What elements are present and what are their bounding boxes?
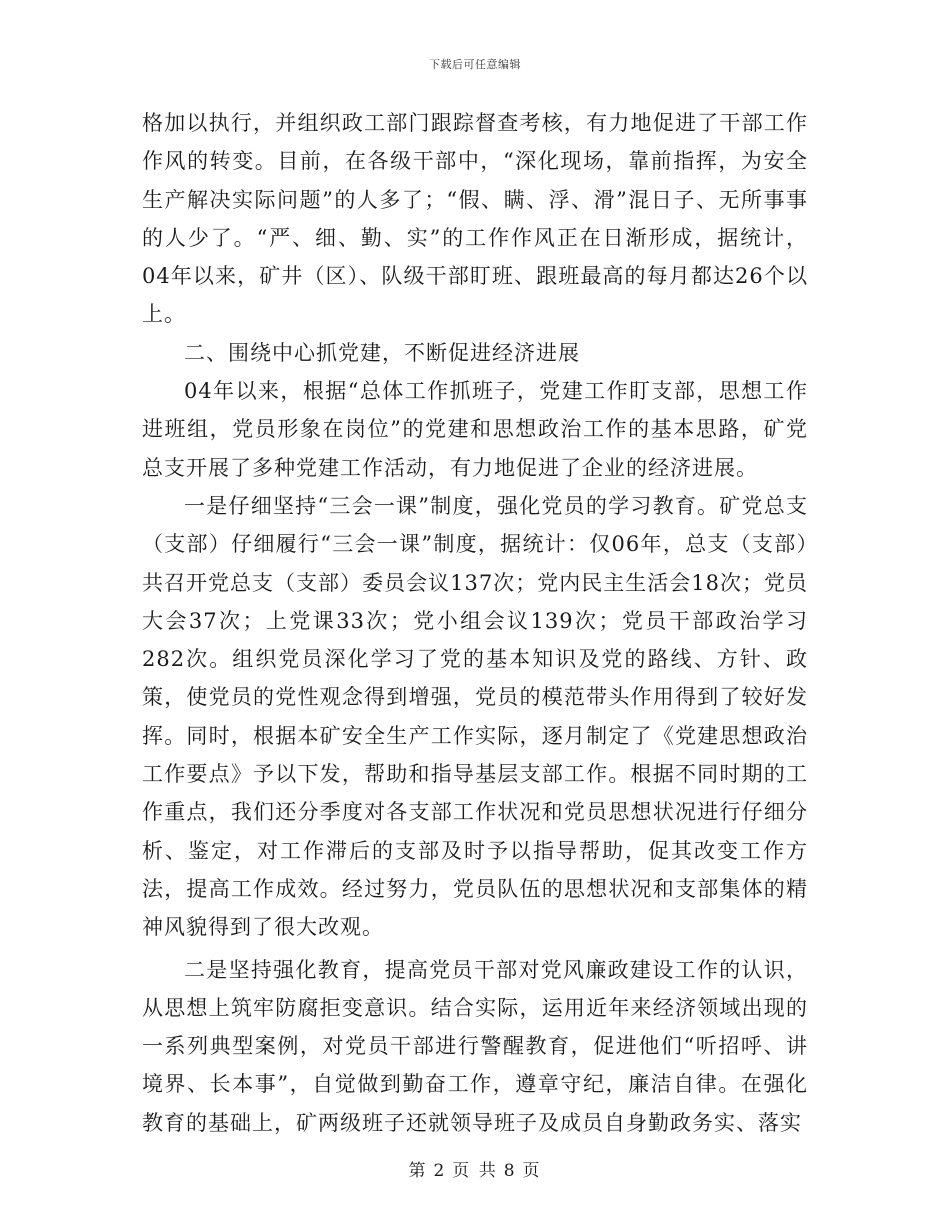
page-number: 2 [433,1161,447,1181]
footer-mid: 页 共 [452,1161,498,1181]
paragraph: 04年以来，根据“总体工作抓班子，党建工作盯支部，思想工作进班组，党员形象在岗位”的党建和思想政治工作的基本思路，矿党总支开展了多种党建工作活动，有力地促进了企业的经济进展。 [142,379,808,480]
section-heading: 二、围绕中心抓党建，不断促进经济进展 [184,340,580,365]
page-total: 8 [503,1161,517,1181]
paragraph-continued: 格加以执行，并组织政工部门跟踪督查考核，有力地促进了干部工作作风的转变。目前，在各级干部中，“深化现场，靠前指挥，为安全生产解决实际问题”的人多了；“假、瞒、浮、滑”混日子、无所事事的人少了。“严、细、勤、实”的工作作风正在日渐形成，据统计，04年以来，矿井（区）、队级干部盯班、跟班最高的每月都达26个以上。 [142,111,808,327]
document-body [142,104,808,1142]
page-footer [0,1156,950,1181]
paragraph: 二是坚持强化教育，提高党员干部对党风廉政建设工作的认识，从思想上筑牢防腐拒变意识。结合实际，运用近年来经济领域出现的一系列典型案例，对党员干部进行警醒教育，促进他们“听招呼、讲境界、长本事”，自觉做到勤奋工作，遵章守纪，廉洁自律。在强化教育的基础上，矿两级班子还就领导班子及成员自身勤政务实、落实 [142,957,808,1135]
paragraph: 一是仔细坚持“三会一课”制度，强化党员的学习教育。矿党总支（支部）仔细履行“三会一课”制度，据统计：仅06年，总支（支部）共召开党总支（支部）委员会议137次；党内民主生活会18次；党员大会37次；上党课33次；党小组会议139次；党员干部政治学习282次。组织党员深化学习了党的基本知识及党的路线、方针、政策，使党员的党性观念得到增强，党员的模范带头作用得到了较好发挥。同时，根据本矿安全生产工作实际，逐月制定了《党建思想政治工作要点》予以下发，帮助和指导基层支部工作。根据不同时期的工作重点，我们还分季度对各支部工作状况和党员思想状况进行仔细分析、鉴定，对工作滞后的支部及时予以指导帮助，促其改变工作方法，提高工作成效。经过努力，党员队伍的思想状况和支部集体的精神风貌得到了很大改观。 [142,493,808,940]
footer-suffix: 页 [522,1161,542,1181]
footer-prefix: 第 [408,1161,428,1181]
page-header: 下载后可任意编辑 [429,58,521,71]
